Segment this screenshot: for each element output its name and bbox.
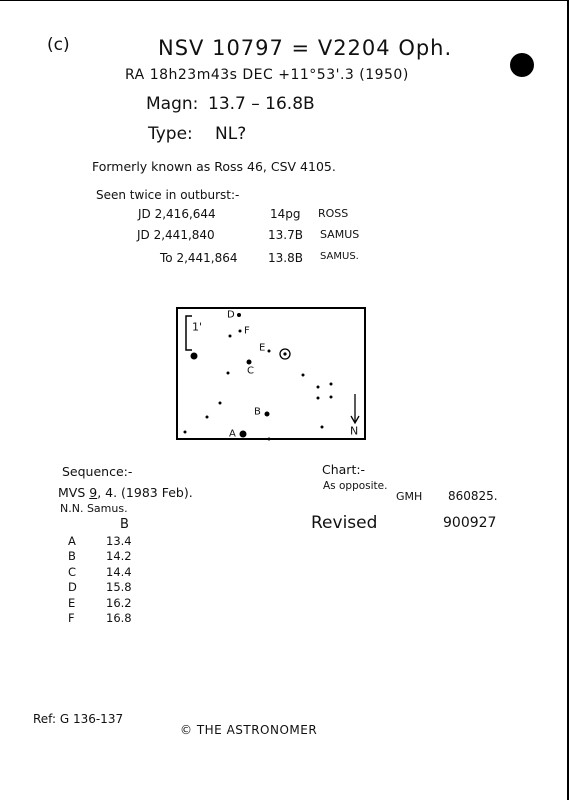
chart-as-opposite: As opposite. [323,480,388,492]
star-dot [268,350,271,353]
sequence-mag: 16.8 [106,611,132,626]
sequence-source-prefix: MVS [58,485,90,500]
coordinates: RA 18h23m43s DEC +11°53'.3 (1950) [125,67,409,83]
sequence-table [62,515,180,626]
table-row [62,595,180,611]
star-label-f: F [244,325,250,337]
star-dot [302,374,305,377]
sequence-mag: 14.4 [106,564,132,579]
copyright: © THE ASTRONOMER [180,723,318,737]
revised-date: 900927 [443,515,497,531]
page-title: NSV 10797 = V2204 Oph. [158,36,453,60]
north-arrow-icon [348,392,362,426]
magnitude-label: Magn: [146,94,199,114]
reference: Ref: G 136-137 [33,712,124,726]
sequence-source-rest: , 4. (1983 Feb). [97,485,193,500]
sequence-author: N.N. Samus. [60,502,128,515]
north-label: N [350,424,359,438]
star-dot [268,438,271,441]
star-label-e: E [259,342,266,354]
star-dot [229,335,232,338]
sequence-mag: 15.8 [106,580,132,595]
formerly-known-note: Formerly known as Ross 46, CSV 4105. [92,159,336,174]
sequence-star: B [68,549,76,564]
table-row [62,533,180,549]
sequence-mag: 16.2 [106,595,132,610]
scale-label: 1' [192,320,203,334]
sequence-header-row [62,515,180,533]
sequence-star: A [68,533,76,548]
sequence-star: D [68,580,77,595]
star-dot [330,383,333,386]
page-top-border [0,0,569,1]
outburst-observer: ROSS [318,207,349,220]
star-dot [247,360,252,365]
star-dot [237,313,241,317]
star-dot [239,330,242,333]
star-label-b: B [254,406,261,418]
star-dot [206,416,209,419]
star-label-c: C [247,365,254,377]
outburst-mag: 13.7B [268,228,303,242]
sequence-source-volume: 9 [89,485,98,500]
chart-date: 860825. [448,489,498,503]
star-dot [227,372,230,375]
outburst-jd: JD 2,441,840 [137,228,215,242]
chart-initials: GMH [396,490,423,503]
sequence-star: E [68,595,76,610]
sequence-mag: 13.4 [106,533,132,548]
outburst-mag: 14pg [270,207,301,221]
variable-star-marker [278,347,292,361]
table-row [62,580,180,596]
outburst-jd: To 2,441,864 [160,251,238,265]
star-label-d: D [227,309,235,321]
star-label-a: A [229,428,236,440]
chart-info-title: Chart:- [322,462,366,477]
panel-letter: (c) [47,35,70,55]
revised-label: Revised [311,513,378,533]
sequence-star: F [68,611,75,626]
outburst-observer: SAMUS. [320,251,359,262]
finder-chart [176,307,366,440]
star-dot [184,431,187,434]
sequence-mag: 14.2 [106,549,132,564]
sequence-source [58,487,193,500]
outburst-mag: 13.8B [268,251,303,265]
outburst-observer: SAMUS [320,228,360,241]
seen-twice-note: Seen twice in outburst:- [96,188,240,202]
table-row [62,549,180,565]
star-dot [265,412,270,417]
punch-hole [510,53,534,77]
sequence-column-header: B [120,516,129,532]
star-dot [330,396,333,399]
type-label: Type: [148,124,193,144]
star-dot [191,353,198,360]
type-value: NL? [215,124,247,144]
star-dot [219,402,222,405]
table-row [62,564,180,580]
star-dot [317,386,320,389]
table-row [62,611,180,627]
sequence-star: C [68,564,77,579]
star-dot [240,431,247,438]
magnitude-value: 13.7 – 16.8B [208,94,315,114]
star-dot [317,397,320,400]
outburst-jd: JD 2,416,644 [138,207,216,221]
sequence-title: Sequence:- [62,464,133,479]
star-dot [321,426,324,429]
